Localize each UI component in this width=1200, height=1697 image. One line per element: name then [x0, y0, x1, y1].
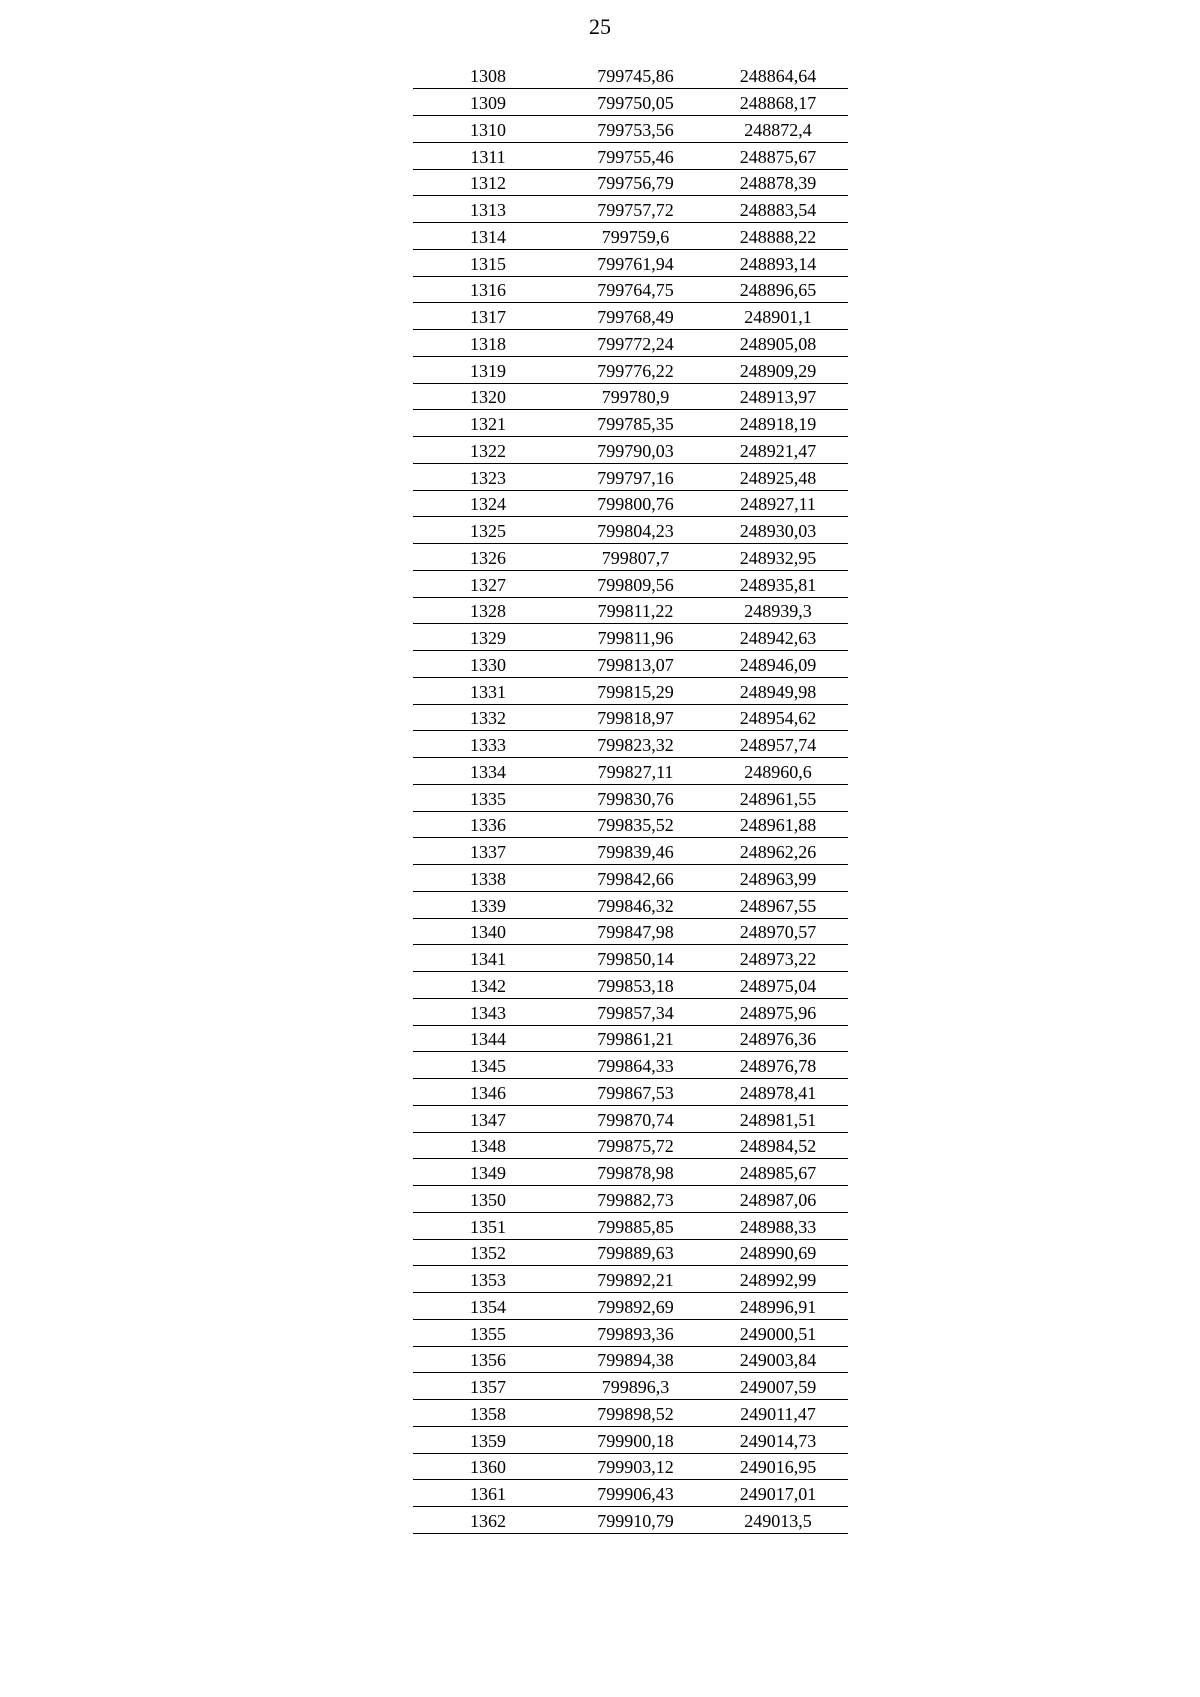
page-number: 25: [589, 14, 611, 39]
x-coordinate-cell: 799785,35: [563, 410, 708, 437]
y-coordinate-cell: 248978,41: [708, 1079, 848, 1106]
x-coordinate-cell: 799867,53: [563, 1079, 708, 1106]
x-coordinate-cell: 799745,86: [563, 62, 708, 89]
y-coordinate-cell: 248963,99: [708, 865, 848, 892]
x-coordinate-cell: 799818,97: [563, 704, 708, 731]
y-coordinate-cell: 248957,74: [708, 731, 848, 758]
x-coordinate-cell: 799875,72: [563, 1132, 708, 1159]
y-coordinate-cell: 248878,39: [708, 169, 848, 196]
point-number-cell: 1356: [413, 1346, 563, 1373]
y-coordinate-cell: 248954,62: [708, 704, 848, 731]
x-coordinate-cell: 799772,24: [563, 330, 708, 357]
point-number-cell: 1338: [413, 865, 563, 892]
point-number-cell: 1344: [413, 1025, 563, 1052]
table-row: [413, 784, 848, 811]
table-row: [413, 223, 848, 250]
table-row: [413, 838, 848, 865]
y-coordinate-cell: 248984,52: [708, 1132, 848, 1159]
x-coordinate-cell: 799893,36: [563, 1319, 708, 1346]
point-number-cell: 1360: [413, 1453, 563, 1480]
point-number-cell: 1342: [413, 972, 563, 999]
y-coordinate-cell: 248883,54: [708, 196, 848, 223]
y-coordinate-cell: 248949,98: [708, 677, 848, 704]
y-coordinate-cell: 249016,95: [708, 1453, 848, 1480]
x-coordinate-cell: 799813,07: [563, 651, 708, 678]
point-number-cell: 1314: [413, 223, 563, 250]
table-row: [413, 196, 848, 223]
table-row: [413, 597, 848, 624]
x-coordinate-cell: 799885,85: [563, 1212, 708, 1239]
y-coordinate-cell: 248932,95: [708, 544, 848, 571]
x-coordinate-cell: 799776,22: [563, 356, 708, 383]
table-row: [413, 1293, 848, 1320]
y-coordinate-cell: 249014,73: [708, 1426, 848, 1453]
y-coordinate-cell: 249007,59: [708, 1373, 848, 1400]
table-row: [413, 249, 848, 276]
x-coordinate-cell: 799827,11: [563, 758, 708, 785]
x-coordinate-cell: 799892,69: [563, 1293, 708, 1320]
point-number-cell: 1328: [413, 597, 563, 624]
y-coordinate-cell: 248967,55: [708, 891, 848, 918]
point-number-cell: 1361: [413, 1480, 563, 1507]
point-number-cell: 1362: [413, 1507, 563, 1534]
point-number-cell: 1333: [413, 731, 563, 758]
y-coordinate-cell: 249000,51: [708, 1319, 848, 1346]
table-row: [413, 383, 848, 410]
y-coordinate-cell: 248935,81: [708, 570, 848, 597]
y-coordinate-cell: 248975,96: [708, 998, 848, 1025]
y-coordinate-cell: 248985,67: [708, 1159, 848, 1186]
point-number-cell: 1337: [413, 838, 563, 865]
table-row: [413, 410, 848, 437]
y-coordinate-cell: 248905,08: [708, 330, 848, 357]
table-row: [413, 356, 848, 383]
point-number-cell: 1316: [413, 276, 563, 303]
table-row: [413, 437, 848, 464]
y-coordinate-cell: 249003,84: [708, 1346, 848, 1373]
y-coordinate-cell: 249017,01: [708, 1480, 848, 1507]
table-row: [413, 1105, 848, 1132]
y-coordinate-cell: 248992,99: [708, 1266, 848, 1293]
y-coordinate-cell: 248973,22: [708, 945, 848, 972]
table-row: [413, 276, 848, 303]
x-coordinate-cell: 799878,98: [563, 1159, 708, 1186]
point-number-cell: 1322: [413, 437, 563, 464]
x-coordinate-cell: 799846,32: [563, 891, 708, 918]
x-coordinate-cell: 799906,43: [563, 1480, 708, 1507]
table-row: [413, 116, 848, 143]
y-coordinate-cell: 248893,14: [708, 249, 848, 276]
x-coordinate-cell: 799830,76: [563, 784, 708, 811]
point-number-cell: 1317: [413, 303, 563, 330]
table-row: [413, 303, 848, 330]
y-coordinate-cell: 249011,47: [708, 1400, 848, 1427]
point-number-cell: 1323: [413, 463, 563, 490]
table-row: [413, 1480, 848, 1507]
table-row: [413, 972, 848, 999]
table-row: [413, 1346, 848, 1373]
y-coordinate-cell: 248888,22: [708, 223, 848, 250]
y-coordinate-cell: 248988,33: [708, 1212, 848, 1239]
y-coordinate-cell: 248921,47: [708, 437, 848, 464]
point-number-cell: 1325: [413, 517, 563, 544]
x-coordinate-cell: 799861,21: [563, 1025, 708, 1052]
point-number-cell: 1341: [413, 945, 563, 972]
table-row: [413, 142, 848, 169]
y-coordinate-cell: 248930,03: [708, 517, 848, 544]
point-number-cell: 1318: [413, 330, 563, 357]
point-number-cell: 1351: [413, 1212, 563, 1239]
coordinates-table-body: [413, 62, 848, 1533]
y-coordinate-cell: 248896,65: [708, 276, 848, 303]
table-row: [413, 677, 848, 704]
table-row: [413, 169, 848, 196]
x-coordinate-cell: 799898,52: [563, 1400, 708, 1427]
x-coordinate-cell: 799755,46: [563, 142, 708, 169]
x-coordinate-cell: 799811,22: [563, 597, 708, 624]
point-number-cell: 1326: [413, 544, 563, 571]
y-coordinate-cell: 248976,78: [708, 1052, 848, 1079]
x-coordinate-cell: 799900,18: [563, 1426, 708, 1453]
x-coordinate-cell: 799797,16: [563, 463, 708, 490]
table-row: [413, 1400, 848, 1427]
coordinates-table: [413, 62, 848, 1534]
point-number-cell: 1340: [413, 918, 563, 945]
point-number-cell: 1339: [413, 891, 563, 918]
y-coordinate-cell: 248872,4: [708, 116, 848, 143]
x-coordinate-cell: 799903,12: [563, 1453, 708, 1480]
point-number-cell: 1347: [413, 1105, 563, 1132]
x-coordinate-cell: 799757,72: [563, 196, 708, 223]
table-row: [413, 62, 848, 89]
x-coordinate-cell: 799750,05: [563, 89, 708, 116]
table-row: [413, 758, 848, 785]
x-coordinate-cell: 799839,46: [563, 838, 708, 865]
x-coordinate-cell: 799835,52: [563, 811, 708, 838]
table-row: [413, 1453, 848, 1480]
table-row: [413, 517, 848, 544]
point-number-cell: 1352: [413, 1239, 563, 1266]
x-coordinate-cell: 799764,75: [563, 276, 708, 303]
table-row: [413, 998, 848, 1025]
y-coordinate-cell: 248961,88: [708, 811, 848, 838]
x-coordinate-cell: 799811,96: [563, 624, 708, 651]
point-number-cell: 1357: [413, 1373, 563, 1400]
point-number-cell: 1315: [413, 249, 563, 276]
y-coordinate-cell: 248970,57: [708, 918, 848, 945]
point-number-cell: 1309: [413, 89, 563, 116]
table-row: [413, 1132, 848, 1159]
table-row: [413, 1373, 848, 1400]
x-coordinate-cell: 799768,49: [563, 303, 708, 330]
table-row: [413, 1186, 848, 1213]
y-coordinate-cell: 248901,1: [708, 303, 848, 330]
point-number-cell: 1350: [413, 1186, 563, 1213]
x-coordinate-cell: 799753,56: [563, 116, 708, 143]
table-row: [413, 811, 848, 838]
x-coordinate-cell: 799857,34: [563, 998, 708, 1025]
x-coordinate-cell: 799894,38: [563, 1346, 708, 1373]
table-row: [413, 1052, 848, 1079]
y-coordinate-cell: 248946,09: [708, 651, 848, 678]
point-number-cell: 1345: [413, 1052, 563, 1079]
y-coordinate-cell: 248913,97: [708, 383, 848, 410]
y-coordinate-cell: 248868,17: [708, 89, 848, 116]
table-row: [413, 1239, 848, 1266]
table-row: [413, 89, 848, 116]
point-number-cell: 1354: [413, 1293, 563, 1320]
x-coordinate-cell: 799815,29: [563, 677, 708, 704]
y-coordinate-cell: 248981,51: [708, 1105, 848, 1132]
table-row: [413, 1266, 848, 1293]
table-row: [413, 490, 848, 517]
y-coordinate-cell: 248961,55: [708, 784, 848, 811]
point-number-cell: 1311: [413, 142, 563, 169]
point-number-cell: 1346: [413, 1079, 563, 1106]
point-number-cell: 1358: [413, 1400, 563, 1427]
point-number-cell: 1355: [413, 1319, 563, 1346]
table-row: [413, 1212, 848, 1239]
y-coordinate-cell: 249013,5: [708, 1507, 848, 1534]
point-number-cell: 1349: [413, 1159, 563, 1186]
y-coordinate-cell: 248875,67: [708, 142, 848, 169]
y-coordinate-cell: 248909,29: [708, 356, 848, 383]
table-row: [413, 865, 848, 892]
table-row: [413, 624, 848, 651]
point-number-cell: 1335: [413, 784, 563, 811]
table-row: [413, 945, 848, 972]
table-row: [413, 891, 848, 918]
x-coordinate-cell: 799790,03: [563, 437, 708, 464]
point-number-cell: 1336: [413, 811, 563, 838]
y-coordinate-cell: 248962,26: [708, 838, 848, 865]
x-coordinate-cell: 799809,56: [563, 570, 708, 597]
y-coordinate-cell: 248927,11: [708, 490, 848, 517]
x-coordinate-cell: 799759,6: [563, 223, 708, 250]
table-row: [413, 570, 848, 597]
x-coordinate-cell: 799882,73: [563, 1186, 708, 1213]
x-coordinate-cell: 799800,76: [563, 490, 708, 517]
point-number-cell: 1324: [413, 490, 563, 517]
y-coordinate-cell: 248864,64: [708, 62, 848, 89]
y-coordinate-cell: 248990,69: [708, 1239, 848, 1266]
y-coordinate-cell: 248987,06: [708, 1186, 848, 1213]
point-number-cell: 1327: [413, 570, 563, 597]
x-coordinate-cell: 799761,94: [563, 249, 708, 276]
x-coordinate-cell: 799910,79: [563, 1507, 708, 1534]
y-coordinate-cell: 248996,91: [708, 1293, 848, 1320]
x-coordinate-cell: 799842,66: [563, 865, 708, 892]
table-row: [413, 1507, 848, 1534]
table-row: [413, 1025, 848, 1052]
table-row: [413, 1319, 848, 1346]
table-row: [413, 463, 848, 490]
y-coordinate-cell: 248976,36: [708, 1025, 848, 1052]
x-coordinate-cell: 799756,79: [563, 169, 708, 196]
y-coordinate-cell: 248925,48: [708, 463, 848, 490]
x-coordinate-cell: 799853,18: [563, 972, 708, 999]
table-row: [413, 918, 848, 945]
x-coordinate-cell: 799864,33: [563, 1052, 708, 1079]
point-number-cell: 1329: [413, 624, 563, 651]
table-row: [413, 1079, 848, 1106]
x-coordinate-cell: 799847,98: [563, 918, 708, 945]
x-coordinate-cell: 799870,74: [563, 1105, 708, 1132]
point-number-cell: 1331: [413, 677, 563, 704]
point-number-cell: 1313: [413, 196, 563, 223]
x-coordinate-cell: 799850,14: [563, 945, 708, 972]
point-number-cell: 1308: [413, 62, 563, 89]
point-number-cell: 1310: [413, 116, 563, 143]
point-number-cell: 1332: [413, 704, 563, 731]
table-row: [413, 544, 848, 571]
point-number-cell: 1321: [413, 410, 563, 437]
table-row: [413, 1159, 848, 1186]
table-row: [413, 704, 848, 731]
y-coordinate-cell: 248918,19: [708, 410, 848, 437]
y-coordinate-cell: 248942,63: [708, 624, 848, 651]
x-coordinate-cell: 799889,63: [563, 1239, 708, 1266]
table-row: [413, 651, 848, 678]
x-coordinate-cell: 799780,9: [563, 383, 708, 410]
y-coordinate-cell: 248960,6: [708, 758, 848, 785]
x-coordinate-cell: 799804,23: [563, 517, 708, 544]
point-number-cell: 1359: [413, 1426, 563, 1453]
table-row: [413, 1426, 848, 1453]
x-coordinate-cell: 799807,7: [563, 544, 708, 571]
point-number-cell: 1343: [413, 998, 563, 1025]
point-number-cell: 1348: [413, 1132, 563, 1159]
x-coordinate-cell: 799896,3: [563, 1373, 708, 1400]
point-number-cell: 1312: [413, 169, 563, 196]
table-row: [413, 731, 848, 758]
y-coordinate-cell: 248975,04: [708, 972, 848, 999]
point-number-cell: 1330: [413, 651, 563, 678]
point-number-cell: 1353: [413, 1266, 563, 1293]
x-coordinate-cell: 799892,21: [563, 1266, 708, 1293]
table-row: [413, 330, 848, 357]
point-number-cell: 1319: [413, 356, 563, 383]
y-coordinate-cell: 248939,3: [708, 597, 848, 624]
x-coordinate-cell: 799823,32: [563, 731, 708, 758]
point-number-cell: 1320: [413, 383, 563, 410]
point-number-cell: 1334: [413, 758, 563, 785]
